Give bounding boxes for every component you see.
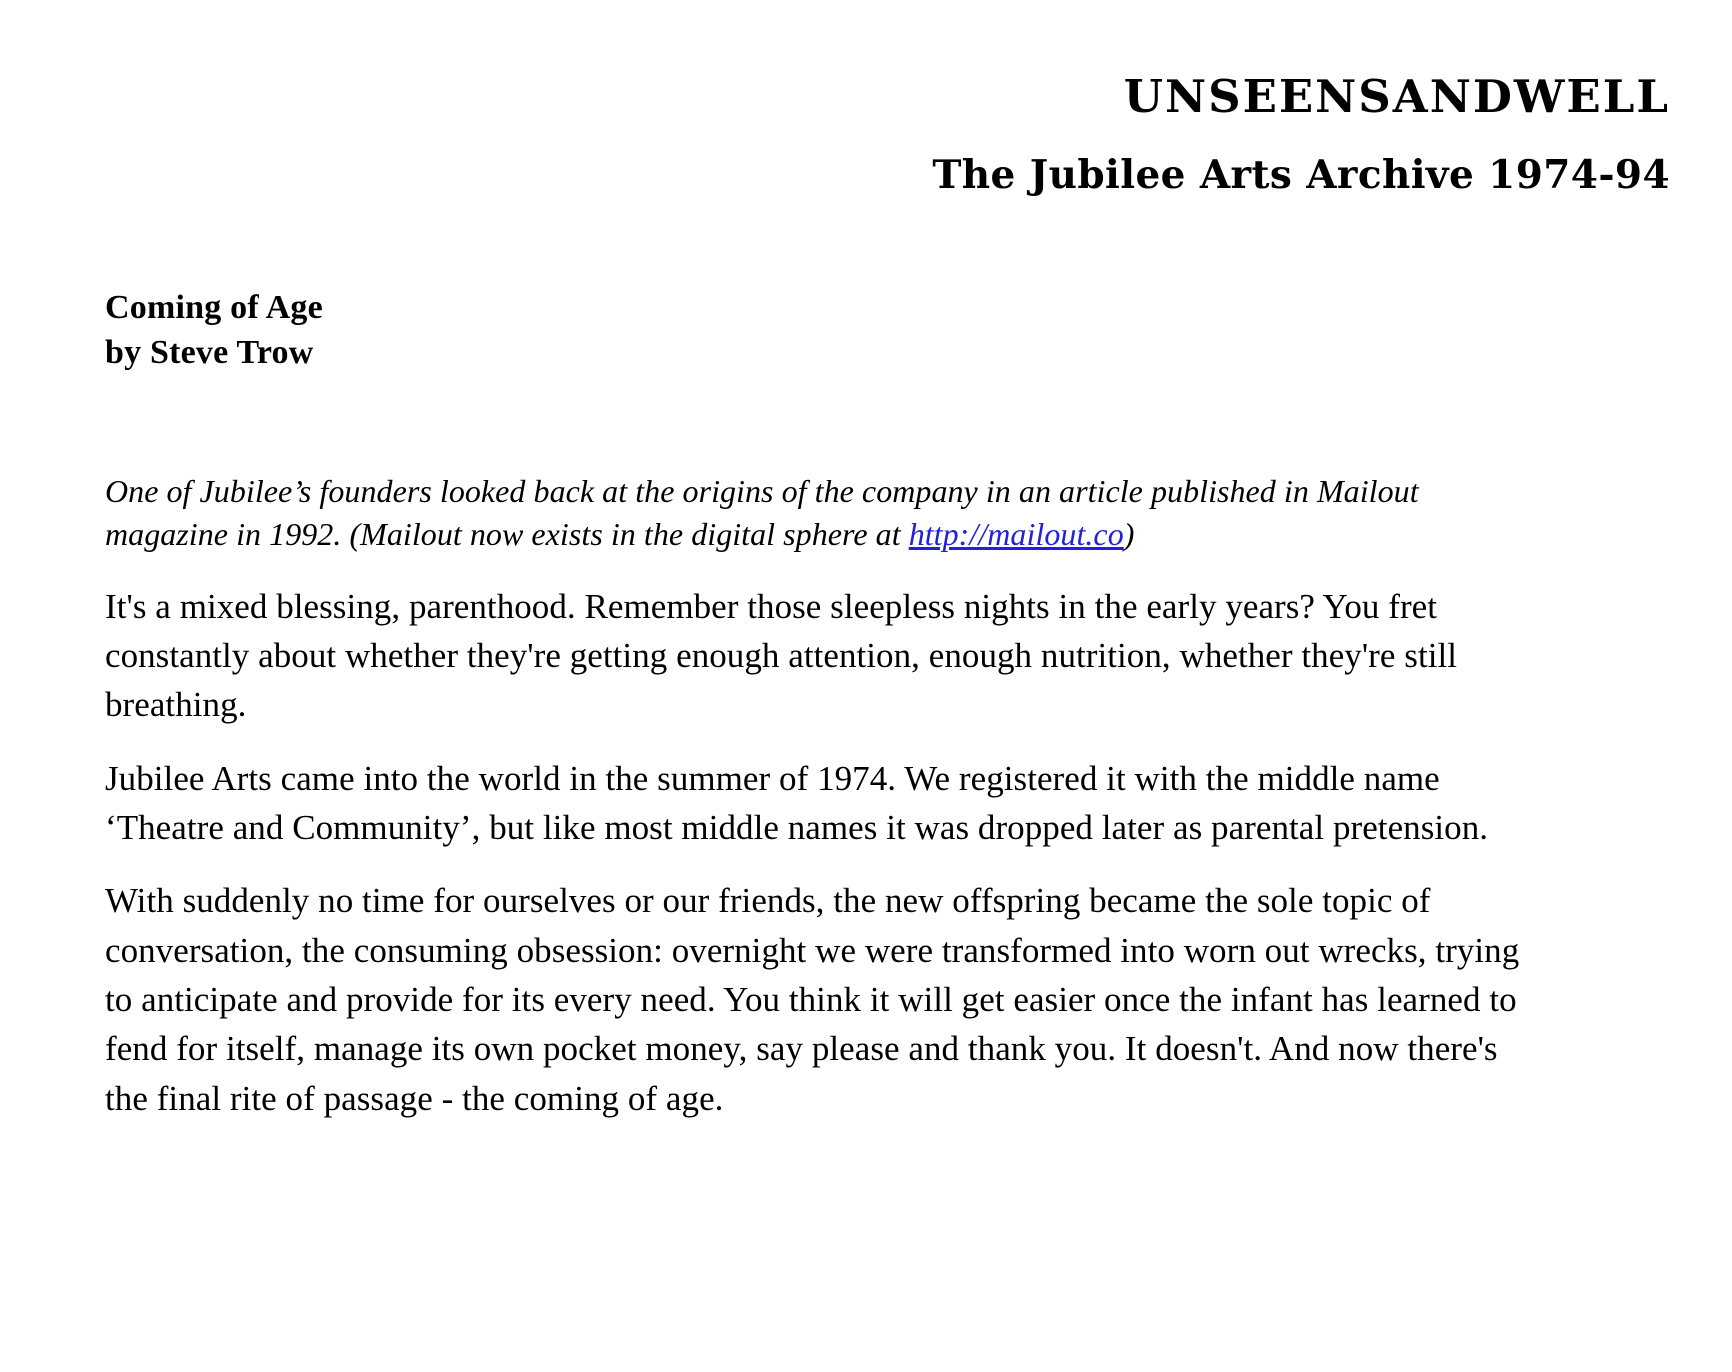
article-body: [105, 286, 1535, 1123]
archive-subtitle: The Jubilee Arts Archive 1974-94: [932, 152, 1670, 198]
article-paragraph: Jubilee Arts came into the world in the summer of 1974. We registered it with the middle name ‘Theatre and Community’, but like most middle names it was dropped later as parental pretension.: [105, 758, 1489, 847]
standfirst-text-before-link: One of Jubilee’s founders looked back at the origins of the company in an article published in Mailout magazine in 1992. (Mailout now exists in the digital sphere at: [105, 472, 1419, 552]
article-byline: by Steve Trow: [105, 333, 314, 371]
masthead: [0, 0, 1670, 198]
page-title: Coming of Age: [105, 289, 323, 326]
article-paragraph: It's a mixed blessing, parenthood. Remember those sleepless nights in the early years? You fret constantly about whether they're getting enough attention, enough nutrition, whether they're still breathing.: [105, 586, 1458, 725]
article-paragraph: With suddenly no time for ourselves or our friends, the new offspring became the sole topic of conversation, the consuming obsession: overnight we were transformed into worn out wrecks, trying to anticipate and provide for its every need. You think it will get easier once the infant has learned to fend for itself, manage its own pocket money, say please and thank you. It doesn't. And now there's the final rite of passage - the coming of age.: [105, 881, 1520, 1118]
standfirst-text-after-link: ): [1123, 515, 1135, 552]
mailout-link[interactable]: http://mailout.co: [908, 515, 1124, 552]
site-title: UNSEENSANDWELL: [1123, 70, 1670, 123]
article-standfirst: [105, 376, 1535, 556]
